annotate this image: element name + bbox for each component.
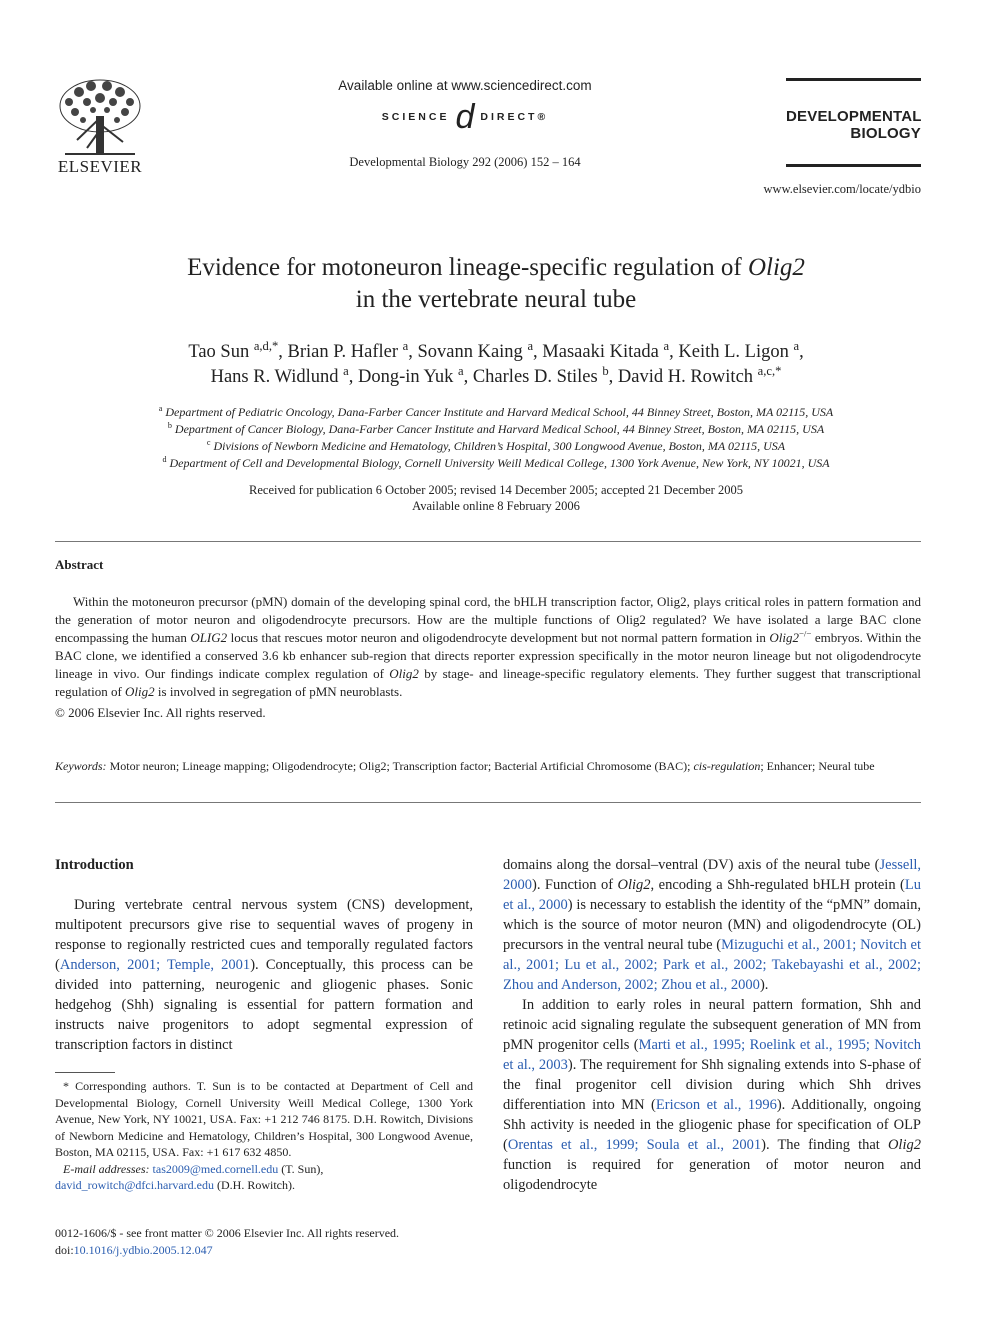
author-line-1: Tao Sun $^{a,d,*}$, Brian P. Hafler $^a$, Sovann Kaing $^a$, Masaaki Kitada $^a$, Keith L. Ligon $^a$,	[188, 338, 804, 362]
author-name: Sovann Kaing	[417, 342, 528, 362]
author-name: Charles D. Stiles	[472, 367, 603, 387]
affiliation-line: $^b$ Department of Cancer Biology, Dana-Farber Cancer Institute and Harvard Medical School, 44 Binney Street, Boston, MA 02115, USA	[167, 421, 825, 436]
intro-paragraph-2: In addition to early roles in neural pattern formation, Shh and retinoic acid signaling regulate the subsequent generation of MN from pMN progenitor cells (Marti et al., 1995; Roelink et al., 1995; Novitch et al., 2003). The requirement for Shh signaling extends into S-phase of the final progenitor cell division during which Shh drives differentiation into MN (Ericson et al., 1996). Additionally, ongoing Shh activity is needed in the gliogenic phase for specification of OLP (Orentas et al., 1999; Soula et al., 2001). The finding that Olig2 function is required for generation of motor neuron and oligodendrocyte	[503, 997, 921, 1193]
citation-link[interactable]: Anderson, 2001; Temple, 2001	[59, 957, 251, 973]
abstract-copyright: © 2006 Elsevier Inc. All rights reserved.	[55, 705, 266, 720]
author-affiliation-mark: a,c,*	[757, 363, 782, 378]
affiliation-line: $^a$ Department of Pediatric Oncology, Dana-Farber Cancer Institute and Harvard Medical School, 44 Binney Street, Boston, MA 02115, USA	[158, 404, 834, 419]
sciencedirect-block	[300, 78, 630, 170]
author-affiliation-mark: a	[793, 338, 800, 353]
citation-link[interactable]: Jessell, 2000	[503, 857, 921, 893]
author-name: Tao Sun	[188, 342, 254, 362]
author-affiliation-mark: a	[343, 363, 349, 378]
author-line-2: Hans R. Widlund $^a$, Dong-in Yuk $^a$, Charles D. Stiles $^b$, David H. Rowitch $^{a,c,*}$	[210, 363, 782, 387]
abstract-text: Within the motoneuron precursor (pMN) domain of the developing spinal cord, the bHLH transcription factor, Olig2, plays critical roles in pattern formation and the generation of motor neuron and oligodendrocyte precursors. How are the multiple functions of Olig2 regulated? We have isolated a large BAC clone encompassing the human OLIG2 locus that rescues motor neuron and oligodendrocyte development but not normal pattern formation in Olig2−/− embryos. Within the BAC clone, we identified a conserved 3.6 kb enhancer sub-region that directs reporter expression specifically in the motor neuron lineage but not oligodendrocyte lineage in vivo. Our findings indicate complex regulation of Olig2 by stage- and lineage-specific regulatory elements. They further suggest that transcriptional regulation of Olig2 is involved in segregation of pMN neuroblasts.	[55, 594, 922, 699]
affiliation-mark: d	[162, 455, 167, 464]
author-affiliation-mark: a	[663, 338, 670, 353]
keywords-label: Keywords:	[55, 759, 107, 773]
author-name: Masaaki Kitada	[542, 342, 664, 362]
affiliation-mark: c	[206, 438, 211, 447]
sd-right-text: DIRECT®	[480, 111, 549, 123]
email-link-rowitch[interactable]: david_rowitch@dfci.harvard.edu	[55, 1178, 214, 1192]
doi-link[interactable]: 10.1016/j.ydbio.2005.12.047	[73, 1243, 213, 1257]
divider-top	[55, 541, 921, 542]
intro-paragraph-1: During vertebrate central nervous system (CNS) development, multipotent precursors give rise to sequential waves of progeny in response to regionally restricted cues and temporally regulated factors (Anderson, 2001; Temple, 2001). Conceptually, this process can be divided into patterning, neurogenic and gliogenic phases. Sonic hedgehog (Shh) signaling is essential for pattern formation and instructs naive progenitors to adopt segmental expression of transcription factors in distinct	[55, 897, 473, 1053]
footnotes	[55, 1078, 473, 1194]
affiliations	[60, 404, 932, 472]
journal-name-line2: BIOLOGY	[850, 125, 921, 142]
title-part1: Evidence for motoneuron lineage-specific regulation of	[187, 254, 748, 281]
author-affiliation-mark: a	[402, 338, 409, 353]
affiliation-mark: b	[167, 421, 172, 430]
sd-left-text: SCIENCE	[381, 111, 450, 123]
author-affiliation-mark: a,d,*	[253, 338, 279, 353]
journal-url[interactable]: www.elsevier.com/locate/ydbio	[763, 182, 921, 196]
abstract-body	[55, 593, 921, 722]
author-name: David H. Rowitch	[617, 367, 758, 387]
author-affiliation-mark: a	[527, 338, 534, 353]
publisher-name: ELSEVIER	[57, 157, 143, 176]
journal-name-line1: DEVELOPMENTAL	[786, 108, 922, 125]
citation-link[interactable]: Marti et al., 1995; Roelink et al., 1995; Novitch et al., 2003	[503, 1037, 921, 1073]
brand-rule-top	[786, 78, 921, 81]
issn-line: 0012-1606/$ - see front matter © 2006 Elsevier Inc. All rights reserved.	[55, 1226, 400, 1240]
brand-rule-bottom	[786, 164, 921, 167]
author-affiliation-mark: a	[458, 363, 464, 378]
journal-reference: Developmental Biology 292 (2006) 152 – 164	[349, 155, 581, 169]
citation-link[interactable]: Lu et al., 2000	[503, 877, 921, 913]
online-date: Available online 8 February 2006	[412, 499, 580, 513]
email-link-sun[interactable]: tas2009@med.cornell.edu	[152, 1161, 279, 1176]
body-column-right	[503, 855, 921, 1195]
title-gene: Olig2	[747, 254, 805, 281]
author-name: Hans R. Widlund	[210, 367, 344, 387]
corresponding-authors-note: * Corresponding authors. T. Sun is to be contacted at Department of Cell and Developmental Biology, Cornell University Weill Medical College, 1300 York Avenue, New York, NY 10021, USA. Fax: +1 212 746 8175. D.H. Rowitch, Divisions of Newborn Medicine and Hematology, Children’s Hospital, 300 Longwood Avenue, Boston, MA 02115, USA. Fax: +1 617 632 4850.	[55, 1079, 473, 1159]
email-addresses: E-mail addresses: tas2009@med.cornell.edu (T. Sun), david_rowitch@dfci.harvard.edu (D.H. Rowitch).	[55, 1161, 324, 1192]
keywords: Keywords: Motor neuron; Lineage mapping; Oligodendrocyte; Olig2; Transcription factor; Bacterial Artificial Chromosome (BAC); cis-regulation; Enhancer; Neural tube	[55, 759, 875, 773]
sciencedirect-logo[interactable]	[300, 100, 630, 134]
available-online-text: Available online at www.sciencedirect.com	[338, 78, 592, 93]
journal-brand	[786, 78, 921, 167]
article-title	[60, 252, 932, 316]
sd-at-icon: d	[455, 98, 475, 136]
abstract-heading: Abstract	[55, 557, 104, 572]
body-column-left	[55, 855, 473, 1055]
title-line2: in the vertebrate neural tube	[355, 286, 637, 313]
affiliation-mark: a	[158, 404, 163, 413]
front-matter	[55, 1225, 473, 1259]
citation-link[interactable]: Ericson et al., 1996	[655, 1097, 777, 1113]
author-name: Dong-in Yuk	[357, 367, 458, 387]
citation-link[interactable]: Mizuguchi et al., 2001; Novitch et al., 2001; Lu et al., 2002; Park et al., 2002; Takebayashi et al., 2002; Zhou and Anderson, 2002; Zhou et al., 2000	[503, 937, 921, 993]
affiliation-line: $^d$ Department of Cell and Developmental Biology, Cornell University Weill Medical College, 1300 York Avenue, New York, NY 10021, USA	[162, 455, 830, 470]
intro-paragraph-1-cont: domains along the dorsal–ventral (DV) axis of the neural tube (Jessell, 2000). Function of Olig2, encoding a Shh-regulated bHLH protein (Lu et al., 2000) is necessary to establish the identity of the “pMN” domain, which is the source of motor neuron (MN) and oligodendrocyte (OL) precursors in the ventral neural tube (Mizuguchi et al., 2001; Novitch et al., 2001; Lu et al., 2002; Park et al., 2002; Takebayashi et al., 2002; Zhou and Anderson, 2002; Zhou et al., 2000).	[503, 857, 921, 993]
footnote-rule	[55, 1072, 115, 1073]
affiliation-line: $^c$ Divisions of Newborn Medicine and Hematology, Children’s Hospital, 300 Longwood Avenue, Boston, MA 02115, USA	[206, 438, 786, 453]
author-name: Keith L. Ligon	[678, 342, 794, 362]
introduction-heading: Introduction	[55, 857, 134, 873]
doi-line: doi:10.1016/j.ydbio.2005.12.047	[55, 1243, 213, 1257]
author-name: Brian P. Hafler	[287, 342, 403, 362]
received-dates: Received for publication 6 October 2005; revised 14 December 2005; accepted 21 December 2005	[249, 483, 743, 497]
citation-link[interactable]: Orentas et al., 1999; Soula et al., 2001	[507, 1137, 762, 1153]
article-dates	[60, 482, 932, 514]
journal-name	[786, 108, 921, 142]
divider-bottom	[55, 802, 921, 803]
author-affiliation-mark: b	[602, 363, 609, 378]
elsevier-logo	[55, 78, 145, 176]
author-list	[60, 340, 932, 390]
elsevier-tree-icon	[57, 78, 143, 158]
